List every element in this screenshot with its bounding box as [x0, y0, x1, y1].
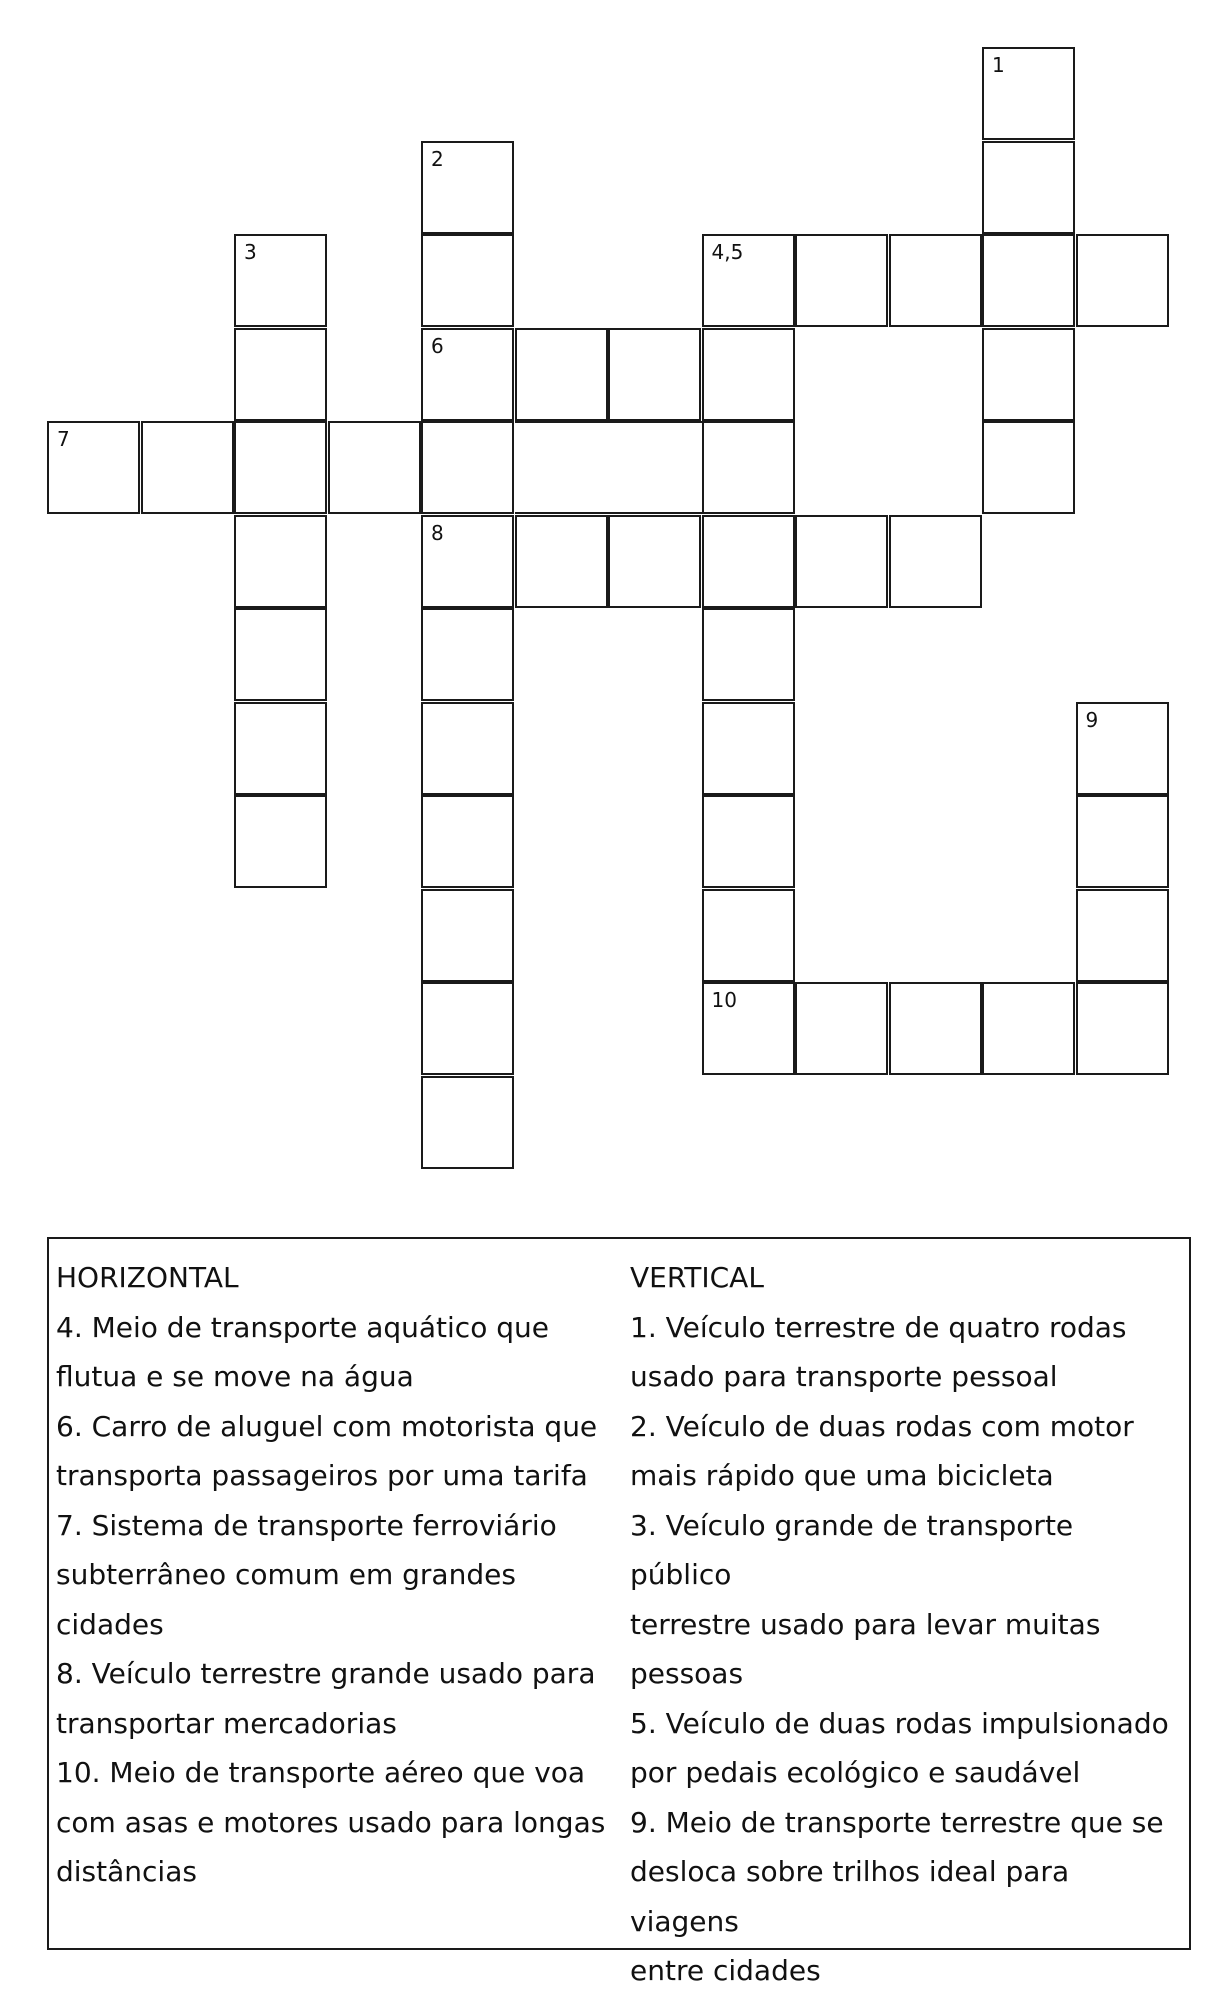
grid-cell[interactable] — [234, 608, 327, 701]
clue-heading-vertical: VERTICAL — [630, 1261, 764, 1294]
grid-cell[interactable] — [421, 515, 514, 608]
grid-cell[interactable] — [1076, 234, 1169, 327]
grid-cell[interactable] — [702, 982, 795, 1075]
grid-cell[interactable] — [234, 702, 327, 795]
grid-cell[interactable] — [421, 421, 514, 514]
grid-cell[interactable] — [234, 234, 327, 327]
grid-cell[interactable] — [234, 795, 327, 888]
clue-line: 4. Meio de transporte aquático que — [56, 1310, 549, 1344]
grid-cell[interactable] — [702, 515, 795, 608]
grid-cell[interactable] — [421, 795, 514, 888]
grid-cell[interactable] — [421, 889, 514, 982]
clue-line: usado para transporte pessoal — [630, 1360, 1058, 1393]
vertical-clues — [630, 1253, 1180, 1996]
clue-line: por pedais ecológico e saudável — [630, 1756, 1081, 1789]
grid-cell[interactable] — [421, 982, 514, 1075]
clue-number: 9 — [1085, 707, 1099, 732]
grid-cell[interactable] — [889, 234, 982, 327]
grid-cell[interactable] — [702, 795, 795, 888]
grid-cell[interactable] — [982, 328, 1075, 421]
clue-line: transportar mercadorias — [56, 1706, 397, 1740]
clues-box — [47, 1237, 1191, 1987]
clue-number: 10 — [711, 988, 737, 1012]
clue-line: distâncias — [56, 1855, 197, 1888]
clue-line: 10. Meio de transporte aéreo que voa — [56, 1756, 586, 1789]
grid-cell[interactable] — [421, 234, 514, 327]
clue-line: 7. Sistema de transporte ferroviário — [56, 1508, 557, 1542]
grid-cell[interactable] — [421, 328, 514, 421]
grid-cell[interactable] — [702, 234, 795, 327]
grid-cell[interactable] — [702, 421, 795, 514]
grid-cell[interactable] — [234, 515, 327, 608]
grid-cell[interactable] — [608, 515, 701, 608]
grid-cell[interactable] — [702, 702, 795, 795]
grid-cell[interactable] — [1076, 795, 1169, 888]
clue-number: 7 — [57, 427, 70, 451]
clue-line: pessoas — [630, 1657, 744, 1690]
clue-line: desloca sobre trilhos ideal para viagens — [630, 1855, 1070, 1938]
clue-line: terrestre usado para levar muitas — [630, 1607, 1101, 1641]
clue-line: 8. Veículo terrestre grande usado para — [56, 1657, 596, 1690]
grid-cell[interactable] — [982, 234, 1075, 327]
clue-line: flutua e se move na água — [56, 1360, 414, 1393]
grid-cell[interactable] — [1076, 982, 1169, 1075]
grid-cell[interactable] — [515, 328, 608, 421]
grid-cell[interactable] — [889, 982, 982, 1075]
clue-line: com asas e motores usado para longas — [56, 1805, 606, 1839]
grid-cell[interactable] — [1076, 702, 1169, 795]
grid-cell[interactable] — [141, 421, 234, 514]
grid-cell[interactable] — [608, 328, 701, 421]
grid-cell[interactable] — [515, 515, 608, 608]
horizontal-clues — [56, 1253, 616, 1897]
clue-line: 1. Veículo terrestre de quatro rodas — [630, 1310, 1127, 1344]
clue-number: 8 — [431, 520, 444, 545]
grid-cell[interactable] — [982, 982, 1075, 1075]
grid-cell[interactable] — [421, 141, 514, 234]
grid-cell[interactable] — [795, 982, 888, 1075]
grid-cell[interactable] — [47, 421, 140, 514]
clue-line: mais rápido que uma bicicleta — [630, 1459, 1054, 1492]
clue-line: 2. Veículo de duas rodas com motor — [630, 1409, 1134, 1443]
clue-line: 5. Veículo de duas rodas impulsionado — [630, 1706, 1169, 1740]
clue-line: subterrâneo comum em grandes cidades — [56, 1558, 516, 1641]
grid-cell[interactable] — [982, 421, 1075, 514]
clue-line: 3. Veículo grande de transporte público — [630, 1508, 1074, 1591]
clue-heading-horizontal: HORIZONTAL — [56, 1261, 239, 1294]
clue-number: 1 — [992, 53, 1005, 77]
clue-line: 9. Meio de transporte terrestre que se — [630, 1805, 1164, 1839]
grid-cell[interactable] — [234, 421, 327, 514]
grid-cell[interactable] — [702, 889, 795, 982]
grid-cell[interactable] — [982, 141, 1075, 234]
grid-cell[interactable] — [421, 702, 514, 795]
grid-cell[interactable] — [889, 515, 982, 608]
clue-number: 4,5 — [711, 240, 744, 264]
grid-cell[interactable] — [1076, 889, 1169, 982]
clue-number: 6 — [431, 333, 444, 358]
grid-cell[interactable] — [421, 1076, 514, 1169]
grid-cell[interactable] — [982, 47, 1075, 140]
grid-cell[interactable] — [795, 515, 888, 608]
grid-cell[interactable] — [234, 328, 327, 421]
grid-cell[interactable] — [421, 608, 514, 701]
clue-number: 3 — [244, 240, 257, 264]
clue-line: 6. Carro de aluguel com motorista que — [56, 1409, 598, 1443]
grid-open-segment — [515, 421, 702, 514]
grid-cell[interactable] — [702, 328, 795, 421]
clue-line: transporta passageiros por uma tarifa — [56, 1459, 588, 1492]
clue-line: entre cidades — [630, 1954, 821, 1987]
grid-cell[interactable] — [328, 421, 421, 514]
grid-cell[interactable] — [795, 234, 888, 327]
clue-number: 2 — [431, 146, 444, 171]
grid-cell[interactable] — [702, 608, 795, 701]
